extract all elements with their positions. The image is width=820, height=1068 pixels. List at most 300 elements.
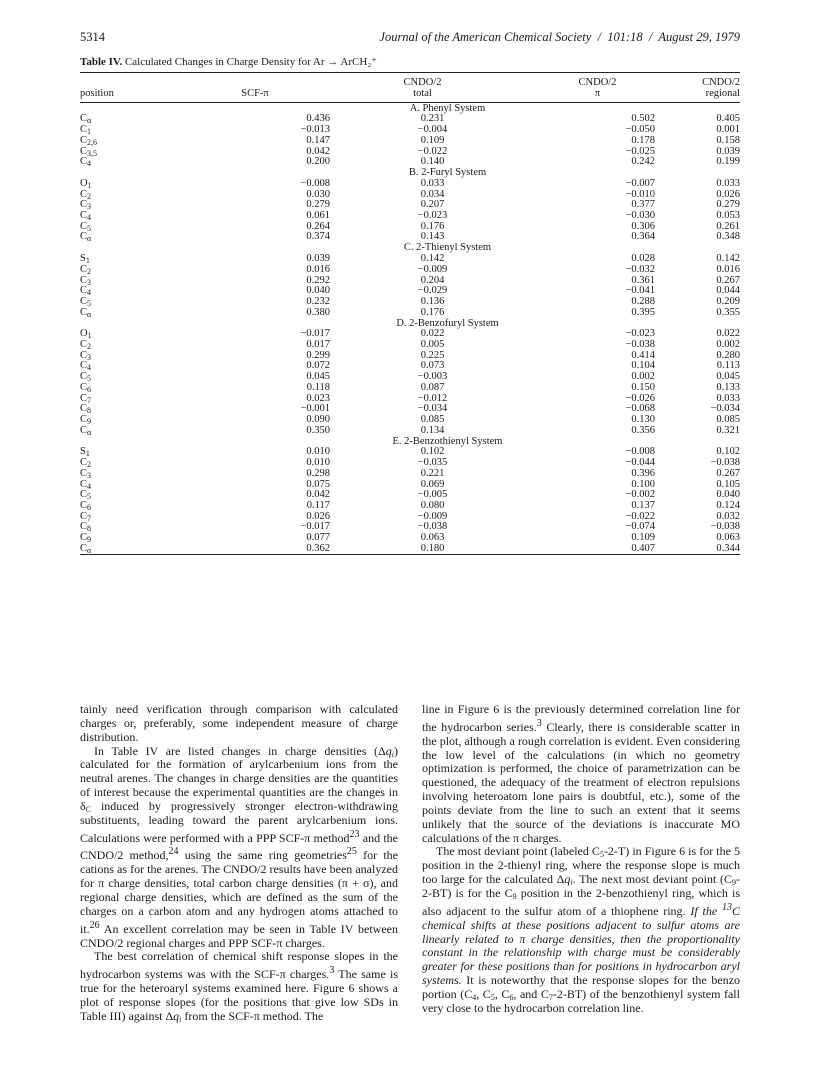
- atom-symbol: C: [80, 381, 88, 393]
- scf-pi-value: 0.350: [306, 424, 330, 436]
- atom-symbol: C: [80, 424, 88, 436]
- atom-index: 2,6: [87, 137, 98, 147]
- charge-density-table: [80, 78, 740, 555]
- position-cell: [80, 157, 210, 168]
- atom-index: 3: [87, 352, 92, 362]
- cndo-total-value: 0.207: [420, 199, 445, 211]
- scf-pi-value: 0.042: [306, 489, 330, 501]
- cndo-total-value: 0.073: [420, 360, 445, 372]
- cndo-pi-value: −0.068: [625, 403, 655, 415]
- cndo-regional-value: 0.044: [716, 285, 740, 297]
- cndo-regional-value: 0.033: [716, 177, 740, 189]
- position-cell: [80, 394, 210, 405]
- scf-pi-value: 0.017: [306, 339, 330, 351]
- page-number: 5314: [80, 30, 105, 44]
- cndo-total-value: 0.022: [420, 328, 445, 340]
- scf-pi-value: 0.117: [306, 499, 330, 511]
- position-cell: [80, 501, 210, 512]
- atom-symbol: C: [80, 210, 88, 222]
- atom-index: 5: [87, 374, 92, 384]
- atom-index: α: [87, 309, 92, 319]
- table-caption-text: Calculated Changes in Charge Density for Ar → ArCH₂⁺: [124, 56, 377, 68]
- atom-index: 8: [87, 524, 92, 534]
- table-row: [80, 501, 740, 512]
- position-cell: [80, 136, 210, 147]
- cndo-total-value: −0.009: [417, 510, 448, 522]
- atom-index: α: [87, 116, 92, 126]
- atom-index: 2: [87, 342, 92, 352]
- atom-index: 9: [87, 535, 92, 545]
- atom-index: 1: [85, 256, 90, 266]
- cndo-regional-value: −0.038: [710, 457, 740, 469]
- cndo-pi-value: 0.288: [631, 295, 655, 307]
- atom-symbol: C: [80, 489, 88, 501]
- atom-symbol: C: [80, 521, 88, 533]
- table-body: [80, 103, 740, 556]
- body-column-right: [422, 703, 740, 1016]
- section-title: B. 2-Furyl System: [408, 167, 487, 179]
- cndo-pi-value: 0.407: [631, 542, 655, 554]
- scf-pi-value: 0.292: [306, 274, 330, 286]
- atom-symbol: C: [80, 360, 88, 372]
- position-cell: [80, 458, 210, 469]
- cndo-total-value: 0.085: [420, 413, 445, 425]
- cndo-regional-value: 0.199: [716, 156, 740, 168]
- body-column-left: [80, 703, 398, 1024]
- atom-symbol: C: [80, 510, 88, 522]
- cndo-total-value: 0.143: [420, 231, 445, 243]
- cndo-regional-value: 0.053: [716, 210, 740, 222]
- cndo-total-value: 0.034: [420, 188, 445, 200]
- scf-pi-value: 0.023: [306, 392, 330, 404]
- scf-pi-value: −0.013: [300, 124, 330, 136]
- scf-pi-value: 0.298: [306, 467, 330, 479]
- atom-symbol: C: [80, 371, 88, 383]
- atom-index: 1: [85, 449, 90, 459]
- cndo-total-value: 0.231: [420, 113, 445, 125]
- cndo-total-value: 0.033: [420, 177, 445, 189]
- cndo-regional-value: 0.261: [716, 220, 740, 232]
- cndo-pi-value: −0.050: [625, 124, 655, 136]
- cndo-pi-value: −0.008: [625, 446, 655, 458]
- cndo-total-value: −0.012: [417, 392, 448, 404]
- cndo-pi-value: 0.130: [631, 413, 655, 425]
- table-row: [80, 469, 740, 480]
- atom-symbol: C: [80, 113, 88, 125]
- scf-pi-value: 0.016: [306, 263, 330, 275]
- atom-index: 4: [87, 159, 92, 169]
- section-title: C. 2-Thienyl System: [403, 242, 492, 254]
- cndo-regional-value: 0.001: [716, 124, 740, 136]
- cndo-regional-value: 0.267: [716, 274, 740, 286]
- header-cndo-pi-line1: CNDO/2: [578, 77, 617, 88]
- journal-citation: Journal of the American Chemical Society / 101:18 / August 29, 1979: [379, 30, 740, 44]
- cndo-regional-value: 0.405: [716, 113, 740, 125]
- atom-symbol: C: [80, 306, 88, 318]
- cndo-pi-value: 0.178: [631, 134, 655, 146]
- atom-symbol: C: [80, 156, 88, 168]
- position-cell: [80, 340, 210, 351]
- atom-symbol: C: [80, 231, 88, 243]
- cndo-total-value: 0.102: [420, 446, 445, 458]
- cndo-total-value: 0.225: [420, 349, 445, 361]
- cndo-pi-value: −0.010: [625, 188, 655, 200]
- cndo-total-value: −0.023: [417, 210, 448, 222]
- position-cell: [80, 490, 210, 501]
- cndo-total-value: 0.142: [420, 253, 445, 265]
- position-cell: [80, 222, 210, 233]
- table-row: [80, 265, 740, 276]
- atom-symbol: O: [80, 328, 88, 340]
- cndo-total-value: 0.069: [420, 478, 445, 490]
- cndo-pi-value: −0.074: [625, 521, 655, 533]
- cndo-pi-value: 0.150: [631, 381, 655, 393]
- position-cell: [80, 286, 210, 297]
- scf-pi-value: 0.039: [306, 253, 330, 265]
- cndo-pi-value: 0.377: [631, 199, 655, 211]
- atom-symbol: C: [80, 499, 88, 511]
- cndo-pi-value: −0.038: [625, 339, 655, 351]
- cndo-total-value: 0.204: [420, 274, 445, 286]
- table-top-rule: [80, 72, 740, 73]
- cndo-regional-value: 0.016: [716, 263, 740, 275]
- table-rule: [80, 555, 740, 556]
- scf-pi-value: 0.362: [306, 542, 330, 554]
- position-cell: [80, 254, 210, 265]
- cndo-regional-value: 0.158: [716, 134, 740, 146]
- cndo-regional-value: 0.045: [716, 371, 740, 383]
- scf-pi-value: 0.075: [306, 478, 330, 490]
- cndo-regional-value: −0.038: [710, 521, 740, 533]
- scf-pi-value: 0.299: [306, 349, 330, 361]
- header-cndo-pi: [535, 78, 655, 103]
- paragraph: tainly need verification through comparison with calculated charges or, preferably, some independent measure of charge distribution.: [80, 702, 398, 744]
- position-cell: [80, 265, 210, 276]
- position-cell: [80, 533, 210, 544]
- scf-pi-value: 0.030: [306, 188, 330, 200]
- atom-index: 3,5: [87, 148, 98, 158]
- position-cell: [80, 372, 210, 383]
- atom-index: 8: [87, 406, 92, 416]
- atom-symbol: C: [80, 392, 88, 404]
- atom-index: α: [87, 545, 92, 555]
- cndo-pi-value: 0.395: [631, 306, 655, 318]
- table-row: [80, 383, 740, 394]
- cndo-regional-value: 0.344: [716, 542, 740, 554]
- atom-index: α: [87, 234, 92, 244]
- paragraph: The best correlation of chemical shift response slopes in the hydrocarbon systems was with the SCF-π charges.$^3$ The same is true for the heteroaryl systems examined here. Figure 6 shows a plot of response slopes (for the positions that give low SDs in Table III) against $\Delta q_i$ from the SCF-π method. The: [80, 949, 398, 1024]
- scf-pi-value: 0.026: [306, 510, 330, 522]
- cndo-pi-value: 0.002: [631, 371, 655, 383]
- atom-symbol: C: [80, 188, 88, 200]
- atom-index: 3: [87, 202, 92, 212]
- cndo-pi-value: −0.023: [625, 328, 655, 340]
- table-caption: [80, 55, 377, 68]
- cndo-regional-value: −0.034: [710, 403, 740, 415]
- paragraph: In Table IV are listed changes in charge densities $(\Delta q_i)$ calculated for the formation of arylcarbenium ions from the neutral arenes. The changes in charge densities are the quantities of interest because the experimental quantities are the changes in $\delta_C$ induced by progressively stronger electron-withdrawing substituents, leading toward the parent arylcarbenium ions. Calculations were performed with a PPP SCF-π method$^{23}$ and the CNDO/2 method,$^{24}$ using the same ring geometries$^{25}$ for the cations as for the arenes. The CNDO/2 results have been analyzed for π charge densities, total carbon charge densities (π + σ), and regional charge densities, which are defined as the sum of the charges on a carbon atom and any hydrogen atoms attached to it.$^{26}$ An excellent correlation may be seen in Table IV between CNDO/2 regional charges and PPP SCF-π charges.: [80, 743, 398, 950]
- position-cell: [80, 190, 210, 201]
- atom-symbol: C: [80, 145, 88, 157]
- header-cndo-total: [330, 78, 535, 103]
- cndo-total-value: −0.034: [417, 403, 448, 415]
- atom-index: 2: [87, 266, 92, 276]
- position-cell: [80, 276, 210, 287]
- atom-index: α: [87, 427, 92, 437]
- cndo-pi-value: 0.396: [631, 467, 655, 479]
- cndo-total-value: 0.136: [420, 295, 445, 307]
- cndo-total-value: −0.022: [417, 145, 448, 157]
- scf-pi-value: 0.061: [306, 210, 330, 222]
- cndo-regional-value: 0.102: [716, 446, 740, 458]
- cndo-regional-value: 0.063: [716, 532, 740, 544]
- position-cell: [80, 297, 210, 308]
- table-row: [80, 426, 740, 437]
- cndo-pi-value: −0.007: [625, 177, 655, 189]
- scf-pi-value: 0.010: [306, 457, 330, 469]
- cndo-pi-value: −0.002: [625, 489, 655, 501]
- table-row: [80, 544, 740, 555]
- header-cndo-regional: [655, 78, 740, 103]
- cndo-total-value: −0.004: [417, 124, 448, 136]
- position-cell: [80, 308, 210, 319]
- scf-pi-value: 0.147: [306, 134, 330, 146]
- cndo-regional-value: 0.279: [716, 199, 740, 211]
- scf-pi-value: 0.232: [306, 295, 330, 307]
- cndo-total-value: 0.180: [420, 542, 445, 554]
- cndo-total-value: 0.087: [420, 381, 445, 393]
- cndo-total-value: −0.035: [417, 457, 448, 469]
- cndo-total-value: −0.009: [417, 263, 448, 275]
- cndo-pi-value: −0.044: [625, 457, 655, 469]
- cndo-pi-value: 0.306: [631, 220, 655, 232]
- cndo-pi-value: 0.028: [631, 253, 655, 265]
- cndo-pi-value: 0.100: [631, 478, 655, 490]
- cndo-total-value: −0.029: [417, 285, 448, 297]
- position-cell: [80, 351, 210, 362]
- scf-pi-value: 0.042: [306, 145, 330, 157]
- cndo-total-value: 0.063: [420, 532, 445, 544]
- scf-pi-value: 0.045: [306, 371, 330, 383]
- position-cell: [80, 447, 210, 458]
- atom-symbol: C: [80, 339, 88, 351]
- scf-pi-value: 0.374: [306, 231, 330, 243]
- atom-symbol: C: [80, 478, 88, 490]
- scf-pi-value: 0.279: [306, 199, 330, 211]
- cndo-regional-value: 0.124: [716, 499, 740, 511]
- position-cell: [80, 200, 210, 211]
- position-cell: [80, 426, 210, 437]
- position-cell: [80, 211, 210, 222]
- cndo-regional-value: 0.039: [716, 145, 740, 157]
- position-cell: [80, 114, 210, 125]
- cndo-regional-value: 0.026: [716, 188, 740, 200]
- scf-pi-value: 0.040: [306, 285, 330, 297]
- cndo-total-value: 0.140: [420, 156, 445, 168]
- position-cell: [80, 125, 210, 136]
- position-cell: [80, 522, 210, 533]
- atom-symbol: C: [80, 220, 88, 232]
- table-header-row: [80, 78, 740, 103]
- atom-index: 7: [87, 395, 92, 405]
- atom-index: 1: [87, 180, 92, 190]
- cndo-pi-value: −0.022: [625, 510, 655, 522]
- atom-index: 2: [87, 191, 92, 201]
- cndo-regional-value: 0.032: [716, 510, 740, 522]
- atom-symbol: C: [80, 413, 88, 425]
- position-cell: [80, 147, 210, 158]
- atom-index: 4: [87, 288, 92, 298]
- position-cell: [80, 544, 210, 555]
- atom-index: 5: [87, 298, 92, 308]
- atom-index: 7: [87, 513, 92, 523]
- cndo-total-value: −0.038: [417, 521, 448, 533]
- atom-symbol: C: [80, 124, 88, 136]
- cndo-regional-value: 0.105: [716, 478, 740, 490]
- atom-symbol: C: [80, 403, 88, 415]
- section-title: D. 2-Benzofuryl System: [396, 317, 499, 329]
- position-cell: [80, 480, 210, 491]
- cndo-regional-value: 0.085: [716, 413, 740, 425]
- atom-index: 4: [87, 363, 92, 373]
- position-cell: [80, 469, 210, 480]
- scf-pi-value: −0.001: [300, 403, 330, 415]
- cndo-total-value: 0.109: [420, 134, 445, 146]
- atom-index: 9: [87, 416, 92, 426]
- cndo-regional-value: 0.113: [716, 360, 740, 372]
- cndo-pi-value: 0.502: [631, 113, 655, 125]
- header-cndo-total-line2: total: [413, 87, 432, 99]
- atom-symbol: C: [80, 285, 88, 297]
- atom-symbol: S: [80, 446, 86, 458]
- cndo-regional-value: 0.348: [716, 231, 740, 243]
- paragraph: line in Figure 6 is the previously determined correlation line for the hydrocarbon series.$^3$ Clearly, there is considerable scatter in the plot, although a rough correlation is evident. Even considering the low level of the calculations (in which no geometry optimization is performed, the choice of parametrization can be questioned, the adequacy of the treatment of electron repulsions involving heteroatom lone pairs is doubtful, etc.), some of the points deviate from the line to such an extent that it seems unlikely that the source of the deviations is inaccurate MO calculations of the π charges.: [422, 702, 740, 845]
- cndo-regional-value: 0.355: [716, 306, 740, 318]
- atom-index: 5: [87, 492, 92, 502]
- position-cell: [80, 329, 210, 340]
- header-cndo-pi-line2: π: [594, 87, 601, 99]
- cndo-regional-value: 0.267: [716, 467, 740, 479]
- atom-index: 6: [87, 502, 92, 512]
- scf-pi-value: 0.264: [306, 220, 330, 232]
- table-row: [80, 308, 740, 319]
- atom-symbol: C: [80, 467, 88, 479]
- atom-index: 1: [87, 331, 92, 341]
- header-cndo-regional-line1: CNDO/2: [702, 77, 740, 88]
- atom-symbol: C: [80, 457, 88, 469]
- atom-index: 3: [87, 277, 92, 287]
- cndo-pi-value: 0.361: [631, 274, 655, 286]
- cndo-total-value: 0.080: [420, 499, 445, 511]
- scf-pi-value: 0.436: [306, 113, 330, 125]
- header-scf-pi: SCF-π: [241, 87, 269, 99]
- header-cndo-regional-line2: regional: [705, 87, 740, 99]
- cndo-total-value: 0.176: [420, 306, 445, 318]
- position-cell: [80, 179, 210, 190]
- cndo-pi-value: 0.414: [631, 349, 655, 361]
- atom-index: 5: [87, 223, 92, 233]
- position-cell: [80, 232, 210, 243]
- header-position: position: [80, 87, 114, 99]
- atom-symbol: C: [80, 349, 88, 361]
- cndo-total-value: −0.005: [417, 489, 448, 501]
- atom-symbol: O: [80, 177, 88, 189]
- scf-pi-value: 0.077: [306, 532, 330, 544]
- scf-pi-value: 0.200: [306, 156, 330, 168]
- atom-index: 4: [87, 481, 92, 491]
- header-cndo-total-line1: CNDO/2: [403, 77, 442, 88]
- running-header: [80, 30, 740, 46]
- cndo-pi-value: −0.025: [625, 145, 655, 157]
- section-title: E. 2-Benzothienyl System: [392, 435, 503, 447]
- cndo-pi-value: 0.356: [631, 424, 655, 436]
- cndo-regional-value: 0.142: [716, 253, 740, 265]
- table-row: [80, 136, 740, 147]
- scf-pi-value: −0.008: [300, 177, 330, 189]
- cndo-regional-value: 0.280: [716, 349, 740, 361]
- cndo-pi-value: 0.109: [631, 532, 655, 544]
- cndo-regional-value: 0.033: [716, 392, 740, 404]
- scf-pi-value: 0.090: [306, 413, 330, 425]
- cndo-regional-value: 0.002: [716, 339, 740, 351]
- atom-symbol: C: [80, 199, 88, 211]
- atom-symbol: C: [80, 542, 88, 554]
- scf-pi-value: 0.380: [306, 306, 330, 318]
- position-cell: [80, 383, 210, 394]
- cndo-pi-value: 0.242: [631, 156, 655, 168]
- atom-index: 1: [87, 127, 92, 137]
- scf-pi-value: −0.017: [300, 521, 330, 533]
- atom-index: 4: [87, 213, 92, 223]
- scf-pi-value: 0.010: [306, 446, 330, 458]
- atom-symbol: C: [80, 532, 88, 544]
- section-title: A. Phenyl System: [409, 102, 486, 114]
- cndo-total-value: 0.221: [420, 467, 445, 479]
- cndo-regional-value: 0.209: [716, 295, 740, 307]
- scf-pi-value: 0.072: [306, 360, 330, 372]
- cndo-regional-value: 0.040: [716, 489, 740, 501]
- cndo-pi-value: −0.041: [625, 285, 655, 297]
- cndo-pi-value: −0.030: [625, 210, 655, 222]
- table-label: Table IV.: [80, 56, 123, 68]
- position-cell: [80, 404, 210, 415]
- cndo-pi-value: 0.364: [631, 231, 655, 243]
- position-cell: [80, 361, 210, 372]
- atom-symbol: C: [80, 263, 88, 275]
- atom-symbol: C: [80, 274, 88, 286]
- atom-symbol: C: [80, 134, 88, 146]
- cndo-total-value: −0.003: [417, 371, 448, 383]
- cndo-regional-value: 0.133: [716, 381, 740, 393]
- atom-index: 6: [87, 384, 92, 394]
- atom-index: 2: [87, 460, 92, 470]
- scf-pi-value: −0.017: [300, 328, 330, 340]
- cndo-total-value: 0.176: [420, 220, 445, 232]
- cndo-regional-value: 0.321: [716, 424, 740, 436]
- cndo-pi-value: −0.032: [625, 263, 655, 275]
- cndo-total-value: 0.005: [420, 339, 445, 351]
- position-cell: [80, 415, 210, 426]
- atom-index: 3: [87, 470, 92, 480]
- atom-symbol: S: [80, 253, 86, 265]
- cndo-total-value: 0.134: [420, 424, 445, 436]
- cndo-pi-value: 0.137: [631, 499, 655, 511]
- cndo-pi-value: 0.104: [631, 360, 655, 372]
- atom-symbol: C: [80, 295, 88, 307]
- cndo-regional-value: 0.022: [716, 328, 740, 340]
- cndo-pi-value: −0.026: [625, 392, 655, 404]
- paragraph: The most deviant point (labeled $C_5-2-T$) in Figure 6 is for the 5 position in the 2-thienyl ring, where the response slope is much too large for the calculated $\Delta q_i$. The next most deviant point $(C_9-2-BT)$ is for the $C_9$ position in the 2-benzothienyl ring, which is also adjacent to the sulfur atom of a thiophene ring. If the $^{13}$C chemical shifts at these positions adjacent to sulfur atoms are linearly related to π charge densities, then the proportionality constant in the relationship with charge must be considerably greater for these positions than for positions in hydrocarbon aryl systems. It is noteworthy that the response slopes for the benzo portion ($C_4$, $C_5$, $C_6$, and $C_7-2-BT$) of the benzothienyl system fall very close to the hydrocarbon correlation line.: [422, 844, 740, 1015]
- position-cell: [80, 512, 210, 523]
